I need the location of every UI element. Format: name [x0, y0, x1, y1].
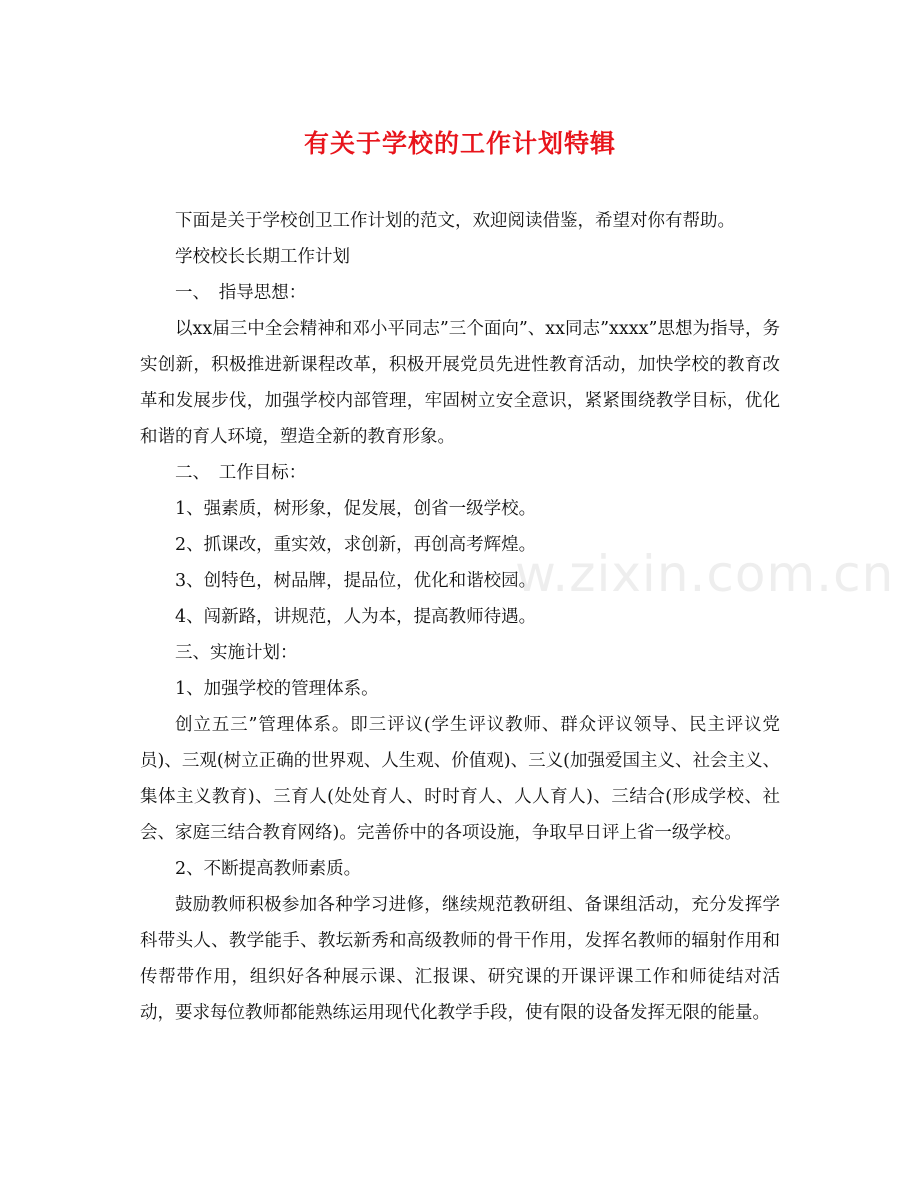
plan-item-2-heading: 2、不断提高教师素质。 — [175, 859, 362, 879]
document-body — [140, 203, 780, 1031]
goal-item-2: 2、抓课改，重实效，求创新，再创高考辉煌。 — [175, 535, 537, 555]
goal-item-3: 3、创特色，树品牌，提品位，优化和谐校园。 — [175, 571, 537, 591]
section-heading-implementation: 三、实施计划： — [175, 643, 298, 663]
plan-item-1-body: 创立五三”管理体系。即三评议(学生评议教师、群众评议领导、民主评议党员)、三观(树立正确的世界观、人生观、价值观)、三义(加强爱国主义、社会主义、集体主义教育)、三育人(处处育人、时时育人、人人育人)、三结合(形成学校、社会、家庭三结合教育网络)。完善侨中的各项设施，争取早日评上省一级学校。 — [140, 715, 780, 843]
plan-item-1-heading: 1、加强学校的管理体系。 — [175, 679, 379, 699]
paragraph-intro: 下面是关于学校创卫工作计划的范文，欢迎阅读借鉴，希望对你有帮助。 — [175, 211, 735, 231]
paragraph-guiding-thought: 以xx届三中全会精神和邓小平同志”三个面向”、xx同志”xxxx”思想为指导，务实创新，积极推进新课程改革，积极开展党员先进性教育活动，加快学校的教育改革和发展步伐，加强学校内部管理，牢固树立安全意识，紧紧围绕教学目标，优化和谐的育人环境，塑造全新的教育形象。 — [140, 319, 780, 447]
section-heading-work-goals: 二、 工作目标： — [175, 463, 307, 483]
goal-item-1: 1、强素质，树形象，促发展，创省一级学校。 — [175, 499, 537, 519]
goal-item-4: 4、闯新路，讲规范，人为本，提高教师待遇。 — [175, 607, 537, 627]
plan-item-2-body: 鼓励教师积极参加各种学习进修，继续规范教研组、备课组活动，充分发挥学科带头人、教学能手、教坛新秀和高级教师的骨干作用，发挥名教师的辐射作用和传帮带作用，组织好各种展示课、汇报课、研究课的开课评课工作和师徒结对活动，要求每位教师都能熟练运用现代化教学手段，使有限的设备发挥无限的能量。 — [140, 895, 780, 1023]
document-title: 有关于学校的工作计划特辑 — [303, 129, 616, 158]
paragraph-subtitle: 学校校长长期工作计划 — [175, 247, 350, 267]
watermark: w.zixin.com.cn — [515, 545, 895, 603]
section-heading-guiding-thought: 一、 指导思想： — [175, 283, 307, 303]
